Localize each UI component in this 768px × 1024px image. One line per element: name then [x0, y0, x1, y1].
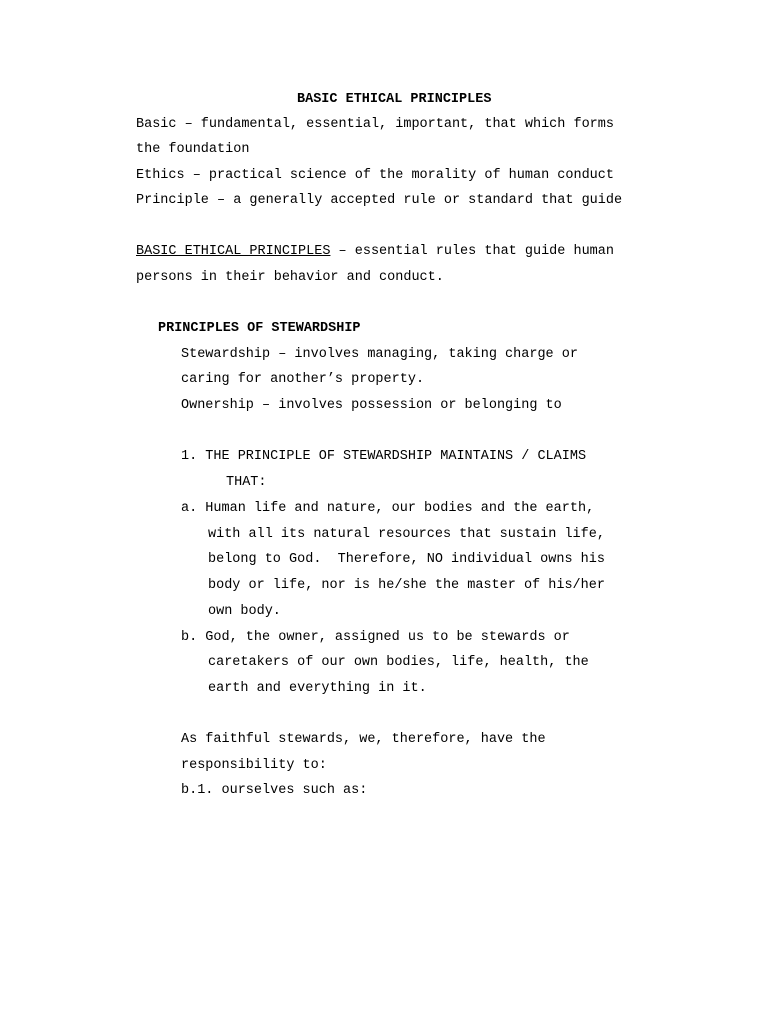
- intro-term: BASIC ETHICAL PRINCIPLES: [136, 244, 331, 259]
- item-b-line-2: caretakers of our own bodies, life, health, the: [208, 655, 589, 670]
- claim-line-2: THAT:: [226, 475, 267, 490]
- section-heading-stewardship: PRINCIPLES OF STEWARDSHIP: [158, 321, 361, 336]
- item-b-line-3: earth and everything in it.: [208, 681, 427, 696]
- intro-line-2: persons in their behavior and conduct.: [136, 270, 444, 285]
- intro-rest: – essential rules that guide human: [330, 244, 614, 259]
- definition-basic-line-1: Basic – fundamental, essential, important, that which forms: [136, 117, 614, 132]
- claim-line-1: 1. THE PRINCIPLE OF STEWARDSHIP MAINTAINS / CLAIMS: [181, 449, 587, 464]
- definition-basic-line-2: the foundation: [136, 142, 250, 157]
- stewardship-def-line-1: Stewardship – involves managing, taking charge or: [181, 347, 578, 362]
- definition-ethics: Ethics – practical science of the morality of human conduct: [136, 168, 614, 183]
- stewardship-def-line-2: caring for another’s property.: [181, 372, 425, 387]
- ownership-def: Ownership – involves possession or belonging to: [181, 398, 562, 413]
- item-a-line-3: belong to God. Therefore, NO individual owns his: [208, 552, 605, 567]
- item-a-line-4: body or life, nor is he/she the master of his/her: [208, 578, 605, 593]
- definition-principle: Principle – a generally accepted rule or standard that guide: [136, 193, 623, 208]
- item-a-line-2: with all its natural resources that sustain life,: [208, 527, 605, 542]
- document-title: BASIC ETHICAL PRINCIPLES: [297, 92, 492, 107]
- faithful-line-1: As faithful stewards, we, therefore, have the: [181, 732, 546, 747]
- item-a-line-1: a. Human life and nature, our bodies and the earth,: [181, 501, 595, 516]
- intro-line-1: [136, 243, 614, 261]
- item-b-line-1: b. God, the owner, assigned us to be stewards or: [181, 630, 570, 645]
- faithful-line-2: responsibility to:: [181, 758, 327, 773]
- item-a-line-5: own body.: [208, 604, 281, 619]
- item-b1: b.1. ourselves such as:: [181, 783, 368, 798]
